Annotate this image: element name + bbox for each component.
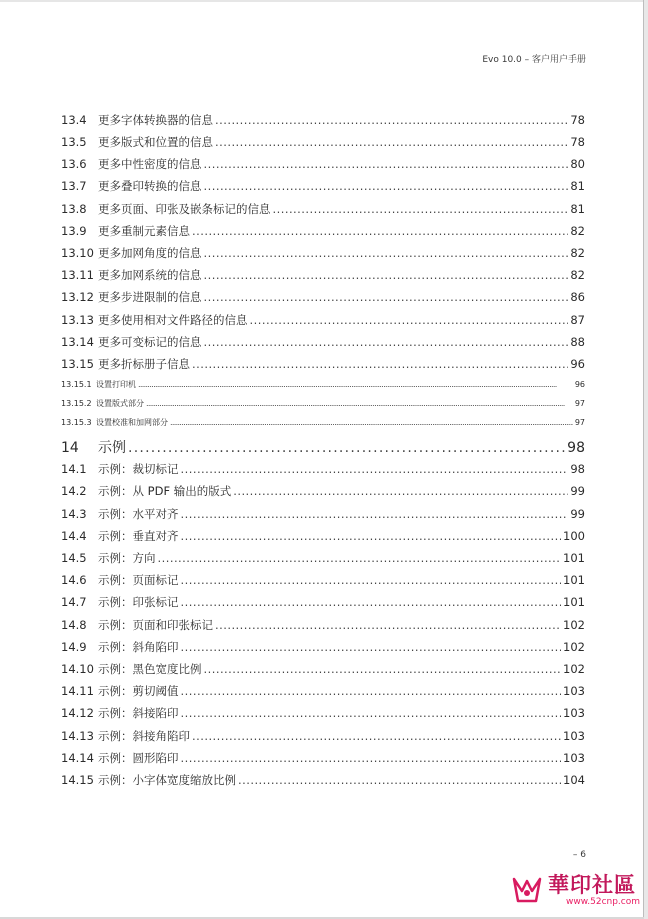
toc-entry-page: 97 [574, 399, 585, 408]
toc-entry[interactable] [61, 334, 585, 350]
toc-entry-number: 14.5 [61, 551, 87, 565]
toc-leader-dots [273, 202, 569, 216]
toc-entry-number: 13.4 [61, 113, 87, 127]
toc-entry-number: 14.2 [61, 484, 87, 498]
toc-leader-dots [204, 157, 569, 171]
toc-leader-dots [158, 551, 562, 565]
watermark-text: 華印社區 [548, 872, 636, 897]
toc-entry[interactable] [61, 417, 585, 429]
toc-entry[interactable] [61, 289, 585, 305]
toc-entry[interactable] [61, 483, 585, 499]
toc-entry-title: 示例：垂直对齐 [98, 529, 179, 543]
toc-entry-page: 102 [563, 640, 585, 654]
toc-leader-dots [192, 729, 561, 743]
toc-entry-page: 103 [563, 706, 585, 720]
toc-entry-page: 96 [570, 357, 585, 371]
toc-entry-title: 更多步进限制的信息 [98, 290, 202, 304]
toc-entry[interactable] [61, 639, 585, 655]
toc-entry-page: 81 [570, 179, 585, 193]
toc-leader-dots [215, 618, 561, 632]
page-number: – 6 [572, 850, 586, 860]
toc-entry[interactable] [61, 594, 585, 610]
toc-entry[interactable] [61, 112, 585, 128]
toc-leader-dots [204, 335, 569, 349]
toc-entry[interactable] [61, 356, 585, 372]
toc-entry-number: 14.8 [61, 618, 87, 632]
toc-entry-title: 示例：小字体宽度缩放比例 [98, 773, 236, 787]
toc-entry-number: 13.15.3 [61, 418, 92, 427]
toc-entry[interactable] [61, 245, 585, 261]
toc-leader-dots [146, 399, 573, 408]
watermark-url: www.52cnp.com [566, 897, 641, 907]
toc-entry[interactable] [61, 201, 585, 217]
toc-entry-page: 101 [563, 595, 585, 609]
toc-entry-title: 更多重制元素信息 [98, 224, 190, 238]
toc-leader-dots [181, 507, 569, 521]
toc-leader-dots [204, 246, 569, 260]
toc-entry-title: 示例：斜接角陷印 [98, 729, 190, 743]
toc-entry-title: 示例：斜接陷印 [98, 706, 179, 720]
toc-entry-page: 101 [563, 573, 585, 587]
toc-entry-page: 78 [570, 113, 585, 127]
toc-entry-page: 86 [570, 290, 585, 304]
toc-entry-title: 更多叠印转换的信息 [98, 179, 202, 193]
toc-leader-dots [204, 290, 569, 304]
toc-entry-page: 78 [570, 135, 585, 149]
toc-entry-number: 14.14 [61, 751, 94, 765]
toc-entry-number: 14.3 [61, 507, 87, 521]
toc-leader-dots [192, 357, 568, 371]
toc-entry-title: 示例：方向 [98, 551, 156, 565]
toc-entry[interactable] [61, 178, 585, 194]
toc-entry-number: 13.15.2 [61, 399, 92, 408]
toc-entry-page: 99 [570, 507, 585, 521]
toc-entry[interactable] [61, 683, 585, 699]
toc-entry-page: 82 [570, 224, 585, 238]
toc-leader-dots [233, 484, 568, 498]
toc-entry-title: 设置打印机 [96, 380, 136, 389]
toc-entry-title: 示例：水平对齐 [98, 507, 179, 521]
toc-leader-dots [238, 773, 561, 787]
toc-entry-number: 13.6 [61, 157, 87, 171]
toc-entry[interactable] [61, 134, 585, 150]
toc-entry-page: 99 [570, 484, 585, 498]
toc-entry-title: 设置版式部分 [96, 399, 144, 408]
toc-entry-title: 更多中性密度的信息 [98, 157, 202, 171]
toc-entry-number: 14.11 [61, 684, 94, 698]
toc-leader-dots [215, 113, 568, 127]
toc-leader-dots [181, 751, 562, 765]
toc-entry-page: 103 [563, 729, 585, 743]
toc-leader-dots [181, 462, 569, 476]
toc-entry-title: 更多加网角度的信息 [98, 246, 202, 260]
toc-entry[interactable] [61, 312, 585, 328]
toc-entry-page: 82 [570, 246, 585, 260]
toc-leader-dots [204, 662, 562, 676]
toc-leader-dots [181, 640, 562, 654]
toc-entry-number: 14.6 [61, 573, 87, 587]
toc-leader-dots [204, 179, 569, 193]
toc-leader-dots [192, 224, 568, 238]
toc-entry-number: 14.7 [61, 595, 87, 609]
toc-entry[interactable] [61, 528, 585, 544]
toc-entry-title: 更多使用相对文件路径的信息 [98, 313, 248, 327]
toc-leader-dots [181, 706, 562, 720]
toc-entry-page: 103 [563, 684, 585, 698]
toc-entry-title: 示例：黑色宽度比例 [98, 662, 202, 676]
toc-entry-number: 14.15 [61, 773, 94, 787]
toc-entry-number: 13.15 [61, 357, 94, 371]
toc-entry-number: 14.13 [61, 729, 94, 743]
toc-entry[interactable] [61, 156, 585, 172]
toc-entry[interactable] [61, 661, 585, 677]
toc-entry-title: 示例：裁切标记 [98, 462, 179, 476]
toc-leader-dots [181, 573, 562, 587]
toc-entry-number: 14.4 [61, 529, 87, 543]
toc-entry-title: 更多字体转换器的信息 [98, 113, 213, 127]
watermark-logo-icon [510, 873, 544, 907]
toc-entry-number: 13.9 [61, 224, 87, 238]
toc-entry[interactable] [61, 617, 585, 633]
watermark [510, 867, 640, 915]
toc-entry-number: 13.13 [61, 313, 94, 327]
toc-entry-number: 14.10 [61, 662, 94, 676]
toc-entry-title: 更多版式和位置的信息 [98, 135, 213, 149]
toc-entry-page: 88 [570, 335, 585, 349]
toc-entry-title: 示例：页面和印张标记 [98, 618, 213, 632]
toc-entry[interactable] [61, 705, 585, 721]
toc-entry-page: 96 [574, 380, 585, 389]
toc-entry-title: 更多页面、印张及嵌条标记的信息 [98, 202, 271, 216]
toc-entry-number: 13.5 [61, 135, 87, 149]
toc-leader-dots [215, 135, 568, 149]
running-header: Evo 10.0 – 客户用户手册 [482, 55, 586, 65]
toc-leader-dots [250, 313, 569, 327]
toc-entry-title: 示例：圆形陷印 [98, 751, 179, 765]
toc-entry[interactable] [61, 772, 585, 788]
toc-entry-page: 101 [563, 551, 585, 565]
toc-entry-title: 示例：剪切阈值 [98, 684, 179, 698]
toc-entry-page: 104 [563, 773, 585, 787]
toc-entry-page: 103 [563, 751, 585, 765]
toc-entry-title: 示例：页面标记 [98, 573, 179, 587]
toc-entry[interactable] [61, 398, 585, 410]
toc-entry-page: 100 [563, 529, 585, 543]
toc-entry-number: 13.8 [61, 202, 87, 216]
toc-leader-dots [170, 418, 573, 427]
toc-entry-page: 81 [570, 202, 585, 216]
toc-entry-title: 示例：印张标记 [98, 595, 179, 609]
toc-leader-dots [128, 440, 565, 456]
toc-entry-page: 98 [570, 462, 585, 476]
toc-entry-page: 98 [567, 440, 585, 456]
toc-entry[interactable] [61, 267, 585, 283]
toc-leader-dots [138, 380, 573, 389]
toc-entry-number: 13.11 [61, 268, 94, 282]
toc-leader-dots [181, 595, 562, 609]
toc-entry-page: 97 [574, 418, 585, 427]
toc-leader-dots [204, 268, 569, 282]
toc-entry-title: 设置校准和加网部分 [96, 418, 168, 427]
toc-entry[interactable] [61, 379, 585, 391]
toc-entry-title: 示例：从 PDF 输出的版式 [98, 484, 232, 498]
toc-entry[interactable] [61, 223, 585, 239]
toc-entry-number: 14.12 [61, 706, 94, 720]
toc-entry-title: 更多折标册子信息 [98, 357, 190, 371]
toc-entry-title: 示例 [98, 440, 126, 456]
toc-entry-page: 80 [570, 157, 585, 171]
toc-leader-dots [181, 684, 562, 698]
toc-entry-number: 14.9 [61, 640, 87, 654]
toc-entry[interactable] [61, 750, 585, 766]
toc-entry-number: 13.15.1 [61, 380, 92, 389]
toc-entry-page: 102 [563, 662, 585, 676]
toc-entry-title: 示例：斜角陷印 [98, 640, 179, 654]
toc-entry-page: 82 [570, 268, 585, 282]
toc-leader-dots [181, 529, 562, 543]
toc-entry[interactable] [61, 461, 585, 477]
toc-entry-number: 13.12 [61, 290, 94, 304]
toc-entry[interactable] [61, 506, 585, 522]
toc-entry-title: 更多可变标记的信息 [98, 335, 202, 349]
toc-entry-title: 更多加网系统的信息 [98, 268, 202, 282]
toc-entry-number: 13.10 [61, 246, 94, 260]
toc-entry-number: 13.7 [61, 179, 87, 193]
toc-entry[interactable] [61, 728, 585, 744]
page-top-edge [0, 0, 644, 2]
toc-entry[interactable] [61, 550, 585, 566]
toc-entry-page: 102 [563, 618, 585, 632]
toc-entry-page: 87 [570, 313, 585, 327]
toc-entry[interactable] [61, 572, 585, 588]
toc-entry-number: 14.1 [61, 462, 87, 476]
toc-entry[interactable] [61, 437, 585, 457]
toc-entry-number: 13.14 [61, 335, 94, 349]
page-right-edge [643, 0, 648, 919]
toc-entry-number: 14 [61, 440, 79, 456]
